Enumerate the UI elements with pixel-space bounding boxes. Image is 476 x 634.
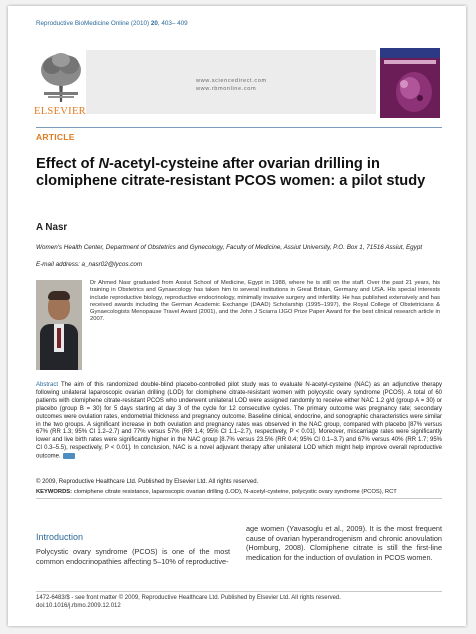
author-name: A Nasr — [36, 222, 68, 233]
author-photo — [36, 280, 82, 370]
introduction-column-left: Polycystic ovary syndrome (PCOS) is one of the most common endocrinopathies affecting 5–10% of reproductive- — [36, 547, 230, 566]
footer-divider — [36, 591, 442, 592]
introduction-column-right: age women (Yavasoglu et al., 2009). It is the most frequent cause of ovarian hyperandrogenism and chronic anovulation (Homburg, 2008). Clomiphene citrate is still the first-line medication for the induction of ovulation in PCOS women. — [246, 524, 442, 563]
copyright-notice: © 2009, Reproductive Healthcare Ltd. Published by Elsevier Ltd. All rights reserved. — [36, 479, 259, 485]
keywords-label: KEYWORDS: — [36, 489, 73, 495]
article-type-label: ARTICLE — [36, 132, 75, 142]
sciencedirect-url[interactable]: www.sciencedirect.com — [196, 78, 267, 84]
keywords — [36, 489, 442, 495]
cover-artwork — [380, 48, 440, 118]
rbmonline-url[interactable]: www.rbmonline.com — [196, 86, 257, 92]
article-page — [8, 6, 466, 626]
abstract-text: The aim of this randomized double-blind placebo-controlled pilot study was to evaluate N-acetyl-cysteine (NAC) as an adjunctive therapy following unilateral laparoscopic ovarian drilling (LOD) for clomiphene citrate-resistant women with polycystic ovary syndrome (PCOS). A total of 60 patients with clomiphene citrate-resistant PCOS who underwent unilateral LOD were assigned randomly to receive either NAC 1.2 g/d (group A = 30) or placebo (group B = 30) for 5 days starting at day 3 of the cycle for 12 consecutive cycles. The primary outcome was pregnancy rate; secondary outcomes were ovulation rates, endometrial thickness and pregnancy outcome. Baseline clinical, endocrine, and sonographic characteristics were similar in the two groups. A significant increase in both ovulation and pregnancy rates was observed in the NAC group, compared with placebo [87% versus 67% (RR 1.3; 95% CI 1.2–2.7) and 77% versus 57% (RR 1.4; 95% CI 1.1–2.7), respectively, P < 0.01]. Moreover, miscarriage rates were significantly lower and live birth rates were significantly higher in the NAC group [8.7% versus 23.5% (RR 0.4; 95% CI 0.1–3.7) and 67% versus 40% (RR 1.7; 95% CI 0.3–5.5), respectively, P < 0.01]. In conclusion, NAC is a novel adjuvant therapy after unilateral LOD which might help improve overall reproductive outcome. — [36, 382, 442, 460]
author-affiliation: Women's Health Center, Department of Obstetrics and Gynecology, Faculty of Medicine, Assiut University, P.O. Box 1, 71516 Assiut, Egypt — [36, 244, 423, 251]
header-divider — [36, 127, 442, 128]
crossmark-icon[interactable] — [63, 453, 75, 459]
author-email: E-mail address: a_nasr02@lycos.com — [36, 261, 143, 268]
email-link[interactable]: a_nasr02@lycos.com — [81, 261, 143, 268]
footer — [36, 595, 442, 611]
publisher-logo-text: ELSEVIER — [34, 106, 86, 117]
abstract — [36, 382, 442, 462]
abstract-divider — [36, 498, 442, 499]
journal-cover-image — [380, 48, 440, 118]
abstract-label: Abstract — [36, 382, 59, 388]
journal-citation: Reproductive BioMedicine Online (2010) 20, 403– 409 — [36, 20, 188, 27]
doi[interactable]: doi:10.1016/j.rbmo.2009.12.012 — [36, 602, 121, 609]
keywords-text: clomiphene citrate resistance, laparoscopic ovarian drilling (LOD), N-acetyl-cysteine, polycystic ovary syndrome (PCOS), RCT — [72, 489, 397, 495]
author-biography: Dr Ahmed Nasr graduated from Assiut School of Medicine, Egypt in 1988, where he is still on the staff. Over the past 21 years, his training in Obstetrics and Gynaecology has taken him to several institutions in Great Britain, Germany and USA. His special interests include reproductive biology, reproductive endocrinology, minimally invasive surgery and infertility. He has published extensively and has received awards including the German Academic Exchange (DAAD) Scholarship (1995–1997), the Royal College of Obstetricians & Gynaecologists Menopause Travel Award (2001), and the John J Sciarra IJGO Prize Paper Award for the best clinical research article in 2007. — [90, 280, 440, 323]
article-title: Effect of N-acetyl-cysteine after ovarian drilling in clomiphene citrate-resistant PCOS women: a pilot study — [36, 156, 426, 190]
front-matter-notice: 1472-6483/$ - see front matter © 2009, Reproductive Healthcare Ltd. Published by Elsevier Ltd. All rights reserved. — [36, 595, 341, 601]
introduction-heading: Introduction — [36, 532, 84, 542]
